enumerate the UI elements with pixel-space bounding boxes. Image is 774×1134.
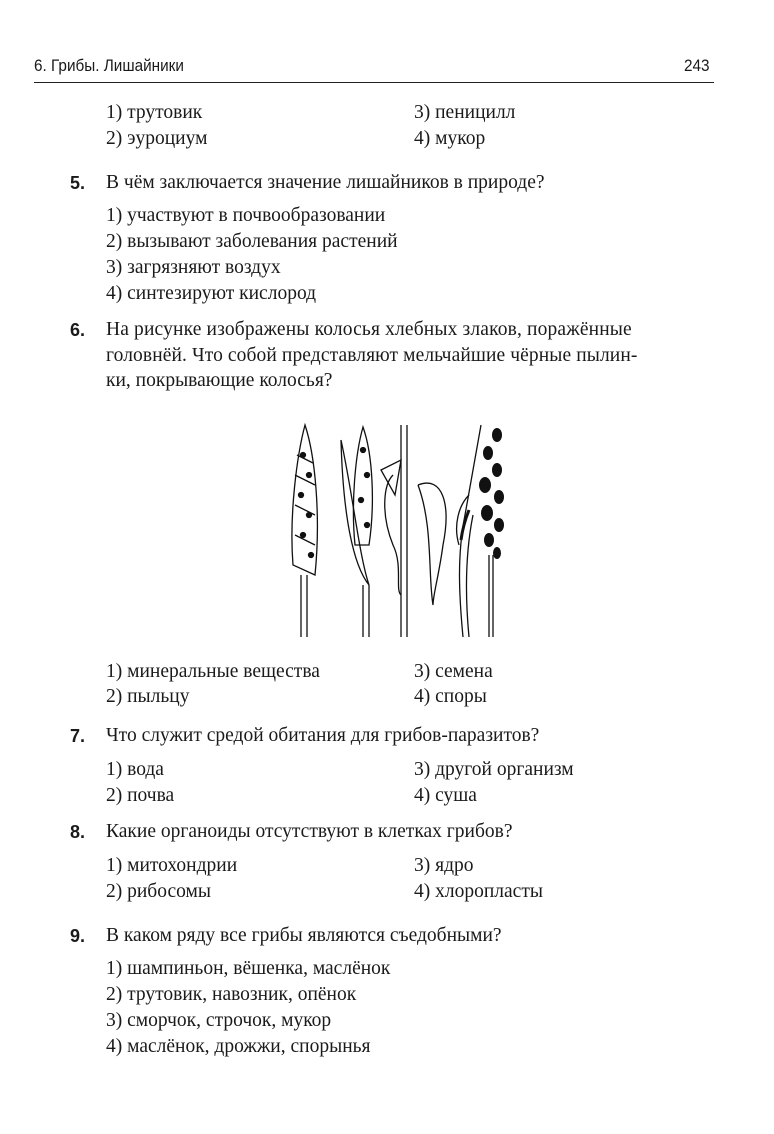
q7-number: 7.: [70, 726, 86, 746]
q6-option-4: 4) споры: [414, 686, 487, 707]
q6-option-3: 3) семена: [414, 661, 493, 682]
q6-text-line-2: головнёй. Что собой представляют мельчайшие чёрные пылин-: [106, 345, 638, 366]
q4-option-2: 2) эуроциум: [106, 128, 208, 149]
q8-text: Какие органоиды отсутствуют в клетках грибов?: [106, 821, 513, 842]
q4-option-1: 1) трутовик: [106, 102, 203, 123]
q8-number: 8.: [70, 822, 86, 842]
q9-number: 9.: [70, 926, 86, 946]
page-number: 243: [684, 56, 710, 75]
q4-option-4: 4) мукор: [414, 128, 486, 149]
q5-option-3: 3) загрязняют воздух: [106, 257, 281, 278]
ear-1: [292, 425, 317, 637]
q9-option-4: 4) маслёнок, дрожжи, спорынья: [106, 1036, 371, 1057]
q9-text: В каком ряду все грибы являются съедобными?: [106, 925, 502, 946]
q6-text-line-1: На рисунке изображены колосья хлебных злаков, поражённые: [106, 319, 632, 340]
ear-3: [381, 425, 446, 637]
smut-infected-cereal-ears-illustration: [283, 415, 505, 637]
q7-option-3: 3) другой организм: [414, 759, 574, 780]
q8-option-3: 3) ядро: [414, 855, 474, 876]
q5-option-4: 4) синтезируют кислород: [106, 283, 317, 304]
q5-number: 5.: [70, 173, 86, 193]
q5-option-2: 2) вызывают заболевания растений: [106, 231, 398, 252]
ear-4: [457, 425, 481, 637]
q9-option-1: 1) шампиньон, вёшенка, маслёнок: [106, 958, 391, 979]
q6-option-2: 2) пыльцу: [106, 686, 190, 707]
q7-option-2: 2) почва: [106, 785, 175, 806]
q9-option-3: 3) сморчок, строчок, мукор: [106, 1010, 332, 1031]
q6-number: 6.: [70, 320, 86, 340]
q7-text: Что служит средой обитания для грибов-паразитов?: [106, 725, 540, 746]
q9-option-2: 2) трутовик, навозник, опёнок: [106, 984, 357, 1005]
q6-option-1: 1) минеральные вещества: [106, 661, 320, 682]
q5-option-1: 1) участвуют в почвообразовании: [106, 205, 386, 226]
running-header-section: 6. Грибы. Лишайники: [34, 56, 184, 75]
q8-option-2: 2) рибосомы: [106, 881, 211, 902]
q7-option-4: 4) суша: [414, 785, 477, 806]
q8-option-1: 1) митохондрии: [106, 855, 238, 876]
header-rule: [34, 82, 714, 83]
ear-5: [479, 428, 504, 637]
ear-2: [341, 427, 372, 637]
q8-option-4: 4) хлоропласты: [414, 881, 543, 902]
q4-option-3: 3) пеницилл: [414, 102, 516, 123]
q6-text-line-3: ки, покрывающие колосья?: [106, 370, 333, 391]
q7-option-1: 1) вода: [106, 759, 164, 780]
q5-text: В чём заключается значение лишайников в природе?: [106, 172, 545, 193]
